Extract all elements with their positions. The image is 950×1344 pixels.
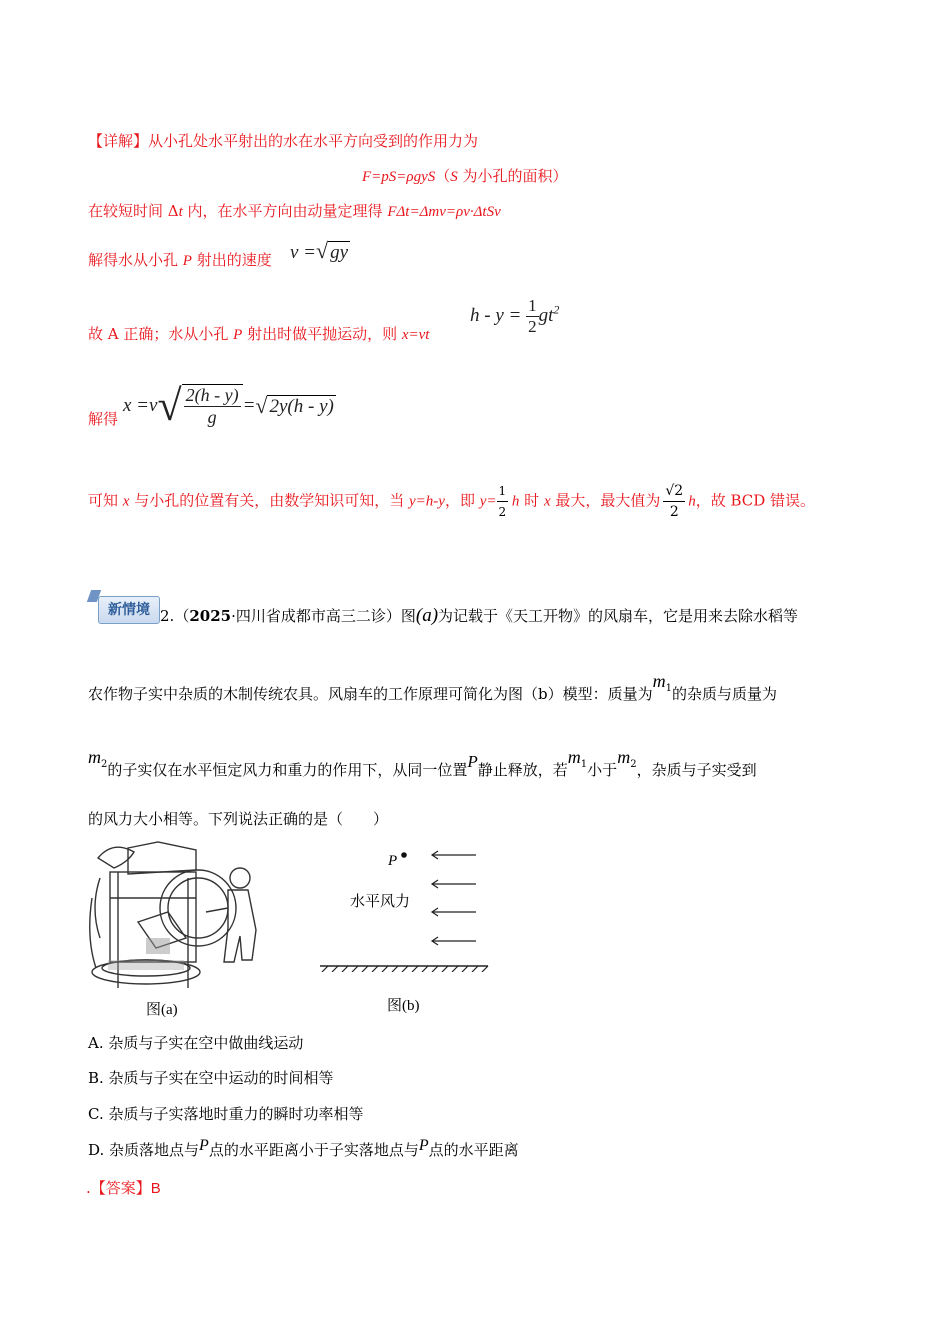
equation-fall: h - y = $\frac{1}{2}$ $gt^2$	[470, 296, 560, 336]
option-d[interactable]: D. 杂质落地点与P点的水平距离小于子实落地点与P点的水平距离	[88, 1137, 519, 1159]
question-line-2: 农作物子实中杂质的木制传统农具。风扇车的工作原理可简化为图（b）模型：质量为$m_1$的杂质与质量为	[88, 671, 777, 703]
option-c[interactable]: C. 杂质与子实落地时重力的瞬时功率相等	[88, 1105, 364, 1123]
question-line-4: 的风力大小相等。下列说法正确的是（ ）	[88, 810, 389, 828]
detail-line-1: 【详解】从小孔处水平射出的水在水平方向受到的作用力为	[88, 132, 479, 150]
detail-line-4: 解得水从小孔 P 射出的速度	[88, 251, 272, 269]
detail-line-2: F=pS=ρgyS（S 为小孔的面积）	[362, 167, 568, 185]
figure-b-caption: 图(b)	[387, 998, 420, 1014]
figure-a-illustration	[88, 838, 268, 990]
equation-range: x =v√ $\frac{2(h - y)}{g}$ =√ 2y(h - y)	[123, 381, 334, 430]
answer-tag: 【答案】	[90, 1179, 151, 1197]
release-point-dot	[401, 852, 407, 858]
detail-line-7: 可知 x 与小孔的位置有关，由数学知识可知，当 y=h-y，即 y= $\frac{1}{2}$ h 时 x 最大，最大值为 $\frac{√2}{2}$ h，故 BCD 错误。	[88, 483, 816, 520]
question-line-3: $m_2$的子实仅在水平恒定风力和重力的作用下，从同一位置P静止释放，若$m_1$小于$m_2$，杂质与子实受到	[88, 747, 757, 779]
option-a[interactable]: A. 杂质与子实在空中做曲线运动	[88, 1034, 304, 1052]
figure-b-point-label: P	[388, 853, 398, 869]
new-context-badge: 新情境	[98, 596, 160, 624]
answer-line: .【答案】B	[86, 1179, 161, 1197]
detail-line-3: 在较短时间 Δt 内，在水平方向由动量定理得 FΔt=Δmv=ρv·ΔtSv	[88, 202, 501, 220]
figure-a-caption: 图(a)	[146, 1002, 178, 1018]
detail-tag: 【详解】	[88, 132, 149, 150]
detail-line-5: 故 A 正确；水从小孔 P 射出时做平抛运动，则 x=vt	[88, 325, 430, 343]
question-line-1: 2.（2025·四川省成都市高三二诊）图(a)为记载于《天工开物》的风扇车，它是用来去除水稻等	[160, 605, 799, 626]
option-b[interactable]: B. 杂质与子实在空中运动的时间相等	[88, 1069, 334, 1087]
detail-line-6: 解得	[88, 410, 119, 428]
equation-velocity: v =√ gy	[290, 238, 349, 263]
answer-value: B	[150, 1180, 161, 1197]
figure-b-wind-label: 水平风力	[350, 892, 411, 910]
